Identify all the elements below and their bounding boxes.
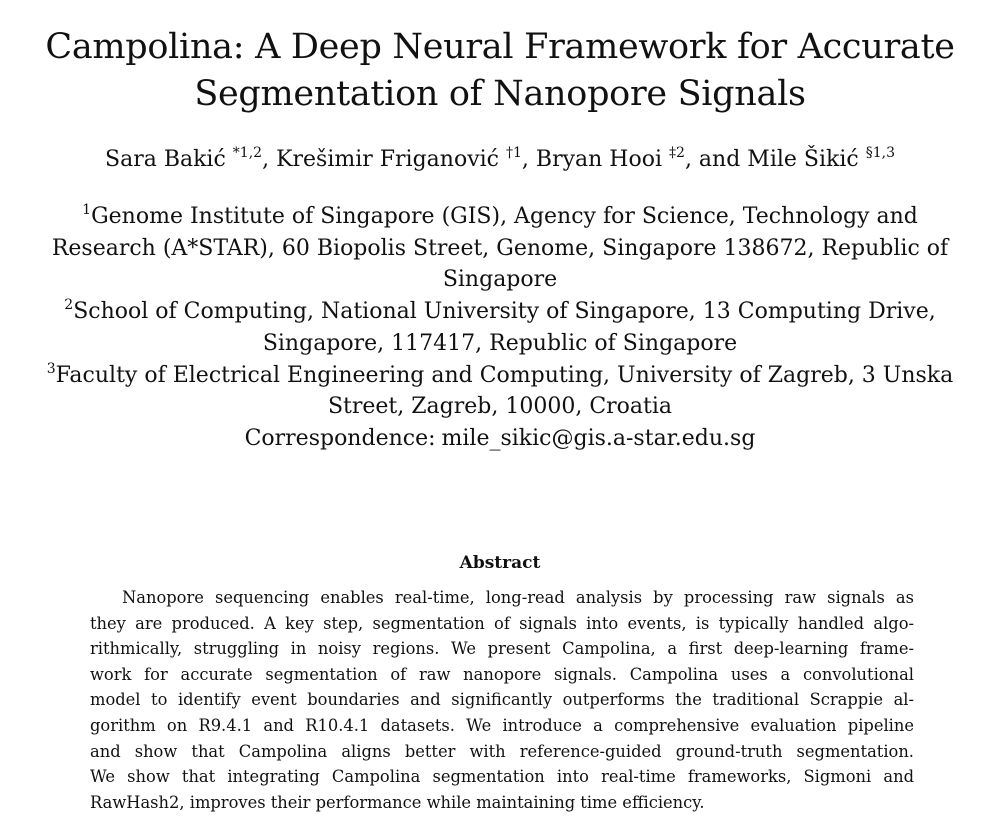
abstract-line: model to identify event boundaries and significantly outperforms the traditional Scrappie al- — [90, 690, 914, 710]
abstract-line: RawHash2, improves their performance while maintaining time efficiency. — [90, 792, 705, 812]
affiliation-1-line-2: Research (A*STAR), 60 Biopolis Street, Genome, Singapore 138672, Republic of — [51, 235, 949, 261]
correspondence-email[interactable]: mile_sikic@gis.a-star.edu.sg — [441, 425, 756, 451]
author-separator: , — [521, 147, 536, 172]
author — [105, 147, 262, 172]
abstract-heading: Abstract — [459, 553, 541, 573]
affiliation-number: 1 — [82, 202, 92, 218]
affiliation-3-line-1: $^3$Faculty of Electrical Engineering and Computing, University of Zagreb, 3 Unska — [46, 360, 954, 388]
affiliation-number: 2 — [64, 297, 74, 314]
affiliation-3-line-2: Street, Zagreb, 10000, Croatia — [327, 394, 673, 420]
author-separator: , and — [684, 147, 748, 172]
abstract-line: and show that Campolina aligns better with reference-guided ground-truth segmentation. — [90, 741, 914, 761]
author-name: Mile Šikić — [747, 147, 859, 172]
author-separator: , — [262, 147, 277, 172]
abstract-line: Nanopore sequencing enables real-time, long-read analysis by processing raw signals as — [122, 588, 914, 607]
author-affiliation-marks: ‡2 — [669, 145, 685, 161]
author-affiliation-marks: §1,3 — [865, 145, 895, 161]
author-affiliation-marks: *1,2 — [232, 145, 263, 161]
correspondence-label: Correspondence: — [244, 425, 436, 451]
affiliation-list — [28, 201, 972, 455]
abstract-line: rithmically, struggling in noisy regions. We present Campolina, a first deep-learning frame- — [90, 639, 914, 659]
affiliation-2-line-2: Singapore, 117417, Republic of Singapore — [262, 330, 738, 356]
abstract-line: they are produced. A key step, segmentation of signals into events, is typically handled algo- — [90, 613, 914, 633]
abstract-line: work for accurate segmentation of raw nanopore signals. Campolina uses a convolutional — [90, 664, 914, 684]
author — [536, 147, 685, 172]
affiliation-2-line-1: $^2$School of Computing, National University of Singapore, 13 Computing Drive, — [64, 297, 936, 325]
author-list — [20, 145, 980, 175]
affiliation-1-line-1: $^1$Genome Institute of Singapore (GIS), Agency for Science, Technology and — [82, 202, 918, 229]
author-affiliation-marks: †1 — [505, 145, 522, 161]
abstract-line: gorithm on R9.4.1 and R10.4.1 datasets. We introduce a comprehensive evaluation pipeline — [90, 715, 914, 735]
abstract-body — [90, 585, 914, 815]
paper-title — [40, 24, 960, 118]
author — [276, 147, 522, 172]
author-name: Bryan Hooi — [535, 147, 663, 172]
author-name: Krešimir Friganović — [276, 147, 499, 172]
correspondence — [28, 423, 972, 455]
author-name: Sara Bakić — [105, 147, 226, 172]
paper-title-line-1: Campolina: A Deep Neural Framework for Accurate — [45, 27, 955, 67]
paper-title-line-2: Segmentation of Nanopore Signals — [194, 74, 806, 114]
author — [747, 147, 895, 172]
affiliation-1-line-3: Singapore — [442, 267, 558, 293]
affiliation-number: 3 — [46, 360, 56, 377]
abstract-line: We show that integrating Campolina segmentation into real-time frameworks, Sigmoni and — [90, 767, 914, 787]
